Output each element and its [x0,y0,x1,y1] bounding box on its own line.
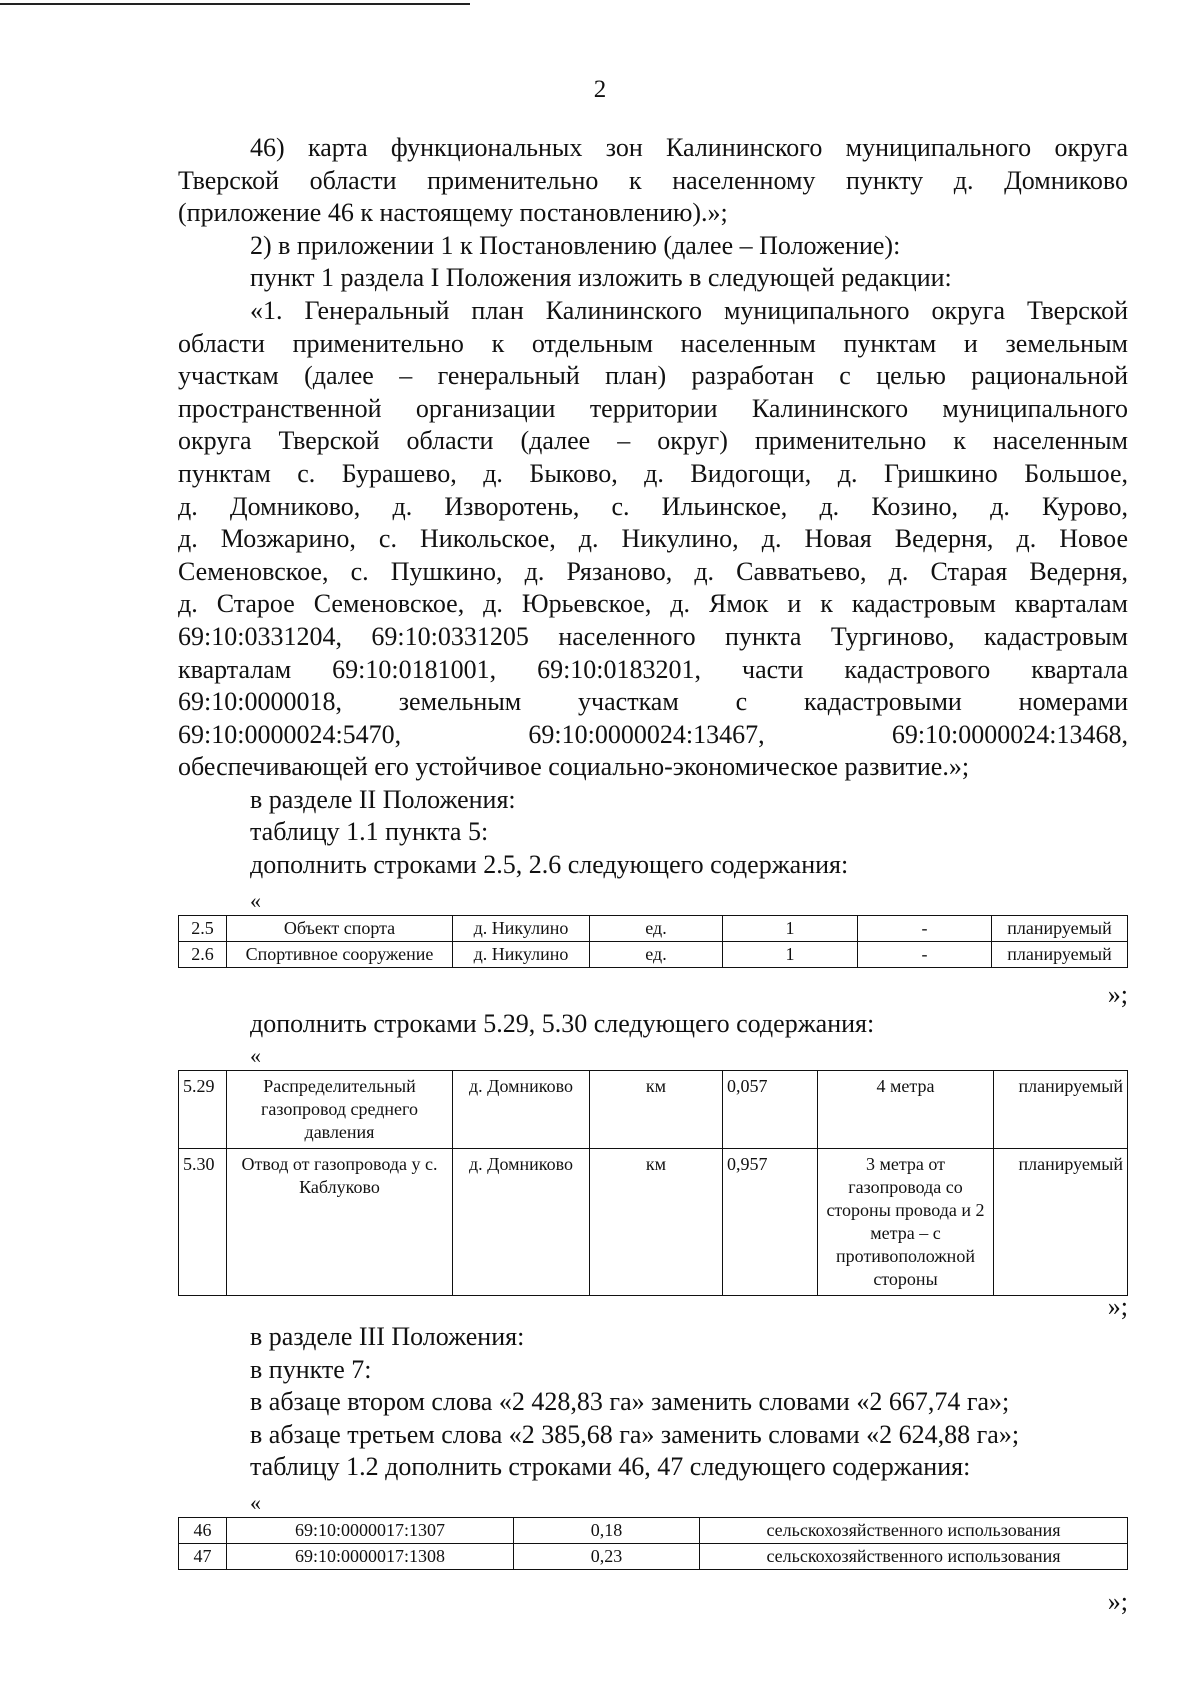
table-cell: д. Домниково [453,1071,590,1149]
table-cell: планируемый [994,1149,1128,1296]
open-quote: « [250,1043,261,1068]
body-text-mid [178,1008,1128,1041]
paragraph-general-plan-line: Семеновское, с. Пушкино, д. Рязаново, д. Савватьево, д. Старая Ведерня, [178,556,1128,586]
table-cell: 2.6 [179,942,227,968]
paragraph-general-plan-line: округа Тверской области (далее – округ) применительно к населенным [178,426,1128,456]
table-cell: 0,23 [514,1544,700,1570]
table-cell: ед. [590,942,723,968]
table-cell: км [590,1149,723,1296]
table-row [179,1071,1128,1149]
paragraph-general-plan-line: «1. Генеральный план Калининского муниципального округа Тверской [250,295,1128,325]
body-text-upper [178,132,1128,882]
paragraph-section-3: в разделе III Положения: [250,1322,525,1351]
table-cell: 0,18 [514,1518,700,1544]
table-row [179,1149,1128,1296]
table-cell: сельскохозяйственного использования [700,1544,1128,1570]
table-cell: Объект спорта [227,916,453,942]
table-cell: д. Никулино [453,916,590,942]
paragraph-46-line: 46) карта функциональных зон Калининского муниципального округа [250,133,1128,162]
paragraph-general-plan-line: области применительно к отдельным населенным пунктам и земельным [178,328,1128,358]
table-cell: ед. [590,916,723,942]
table-cell: Отвод от газопровода у с. Каблуково [227,1149,453,1296]
table-cell: 1 [723,916,858,942]
paragraph-general-plan-line: кварталам 69:10:0181001, 69:10:0183201, части кадастрового квартала [178,654,1128,684]
table-cell: 69:10:0000017:1307 [227,1518,514,1544]
table-cell: планируемый [992,916,1128,942]
table-cell: 5.29 [179,1071,227,1149]
paragraph-general-plan-line: д. Мозжарино, с. Никольское, д. Никулино, д. Новая Ведерня, д. Новое [178,524,1128,554]
paragraph-table-1-2: таблицу 1.2 дополнить строками 46, 47 следующего содержания: [250,1452,971,1482]
table-cell: планируемый [994,1071,1128,1149]
paragraph-second-abzac: в абзаце втором слова «2 428,83 га» заменить словами «2 667,74 га»; [250,1387,1010,1417]
paragraph-third-abzac: в абзаце третьем слова «2 385,68 га» заменить словами «2 624,88 га»; [250,1419,1020,1449]
paragraph-point-7: в пункте 7: [250,1354,372,1384]
table-1-2-rows [178,1517,1128,1570]
table-row [179,1544,1128,1570]
table-row [179,1518,1128,1544]
table-cell: д. Никулино [453,942,590,968]
table-cell: - [858,942,992,968]
table-cell: км [590,1071,723,1149]
paragraph-46-line: (приложение 46 к настоящему постановлению).»; [178,198,728,228]
table-cell: 0,957 [723,1149,818,1296]
paragraph-add-rows-5-29: дополнить строками 5.29, 5.30 следующего содержания: [250,1009,875,1038]
paragraph-general-plan-line: участкам (далее – генеральный план) разработан с целью рациональной [178,361,1128,391]
table-cell: сельскохозяйственного использования [700,1518,1128,1544]
table-cell: 4 метра [818,1071,994,1149]
table-cell: Спортивное сооружение [227,942,453,968]
table-cell: 2.5 [179,916,227,942]
table-cell: 46 [179,1518,227,1544]
table-cell: 3 метра от газопровода со стороны провода и 2 метра – с противоположной стороны [818,1149,994,1296]
paragraph-general-plan-line: пунктам с. Бурашево, д. Быково, д. Видогощи, д. Гришкино Большое, [178,458,1128,488]
paragraph-item-2: 2) в приложении 1 к Постановлению (далее – Положение): [250,230,901,260]
table-cell: д. Домниково [453,1149,590,1296]
table-cell: Распределительный газопровод среднего давления [227,1071,453,1149]
paragraph-general-plan-line: 69:10:0000018, земельным участкам с кадастровыми номерами [178,687,1128,717]
open-quote: « [250,888,261,913]
table-row [179,942,1128,968]
table-cell: 69:10:0000017:1308 [227,1544,514,1570]
page-number: 2 [593,76,607,103]
top-rule [0,3,470,5]
table-cell: - [858,916,992,942]
table-cell: 1 [723,942,858,968]
paragraph-point-1: пункт 1 раздела I Положения изложить в следующей редакции: [250,263,952,293]
table-row [179,916,1128,942]
table-1-1-rows-gas [178,1070,1128,1296]
paragraph-table-1-1: таблицу 1.1 пункта 5: [250,817,489,847]
paragraph-general-plan-line: 69:10:0000024:5470, 69:10:0000024:13467, 69:10:0000024:13468, [178,719,1128,749]
paragraph-add-rows-2-5: дополнить строками 2.5, 2.6 следующего содержания: [250,850,849,880]
paragraph-general-plan-line: пространственной организации территории Калининского муниципального [178,393,1128,423]
close-quote: »; [1107,980,1128,1009]
paragraph-general-plan-line: д. Старое Семеновское, д. Юрьевское, д. Ямок и к кадастровым кварталам [178,589,1128,619]
close-quote: »; [1107,1292,1128,1321]
open-quote: « [250,1490,261,1515]
close-quote: »; [1107,1587,1128,1616]
body-text-lower [178,1321,1128,1484]
paragraph-general-plan-line: д. Домниково, д. Изворотень, с. Ильинское, д. Козино, д. Курово, [178,491,1128,521]
paragraph-general-plan-line: обеспечивающей его устойчивое социально-экономическое развитие.»; [178,752,970,782]
paragraph-section-2: в разделе II Положения: [250,784,516,814]
paragraph-46-line: Тверской области применительно к населенному пункту д. Домниково [178,165,1128,195]
table-1-1-rows [178,915,1128,968]
table-cell: планируемый [992,942,1128,968]
table-cell: 0,057 [723,1071,818,1149]
paragraph-general-plan-line: 69:10:0331204, 69:10:0331205 населенного пункта Тургиново, кадастровым [178,621,1128,651]
table-cell: 47 [179,1544,227,1570]
table-cell: 5.30 [179,1149,227,1296]
